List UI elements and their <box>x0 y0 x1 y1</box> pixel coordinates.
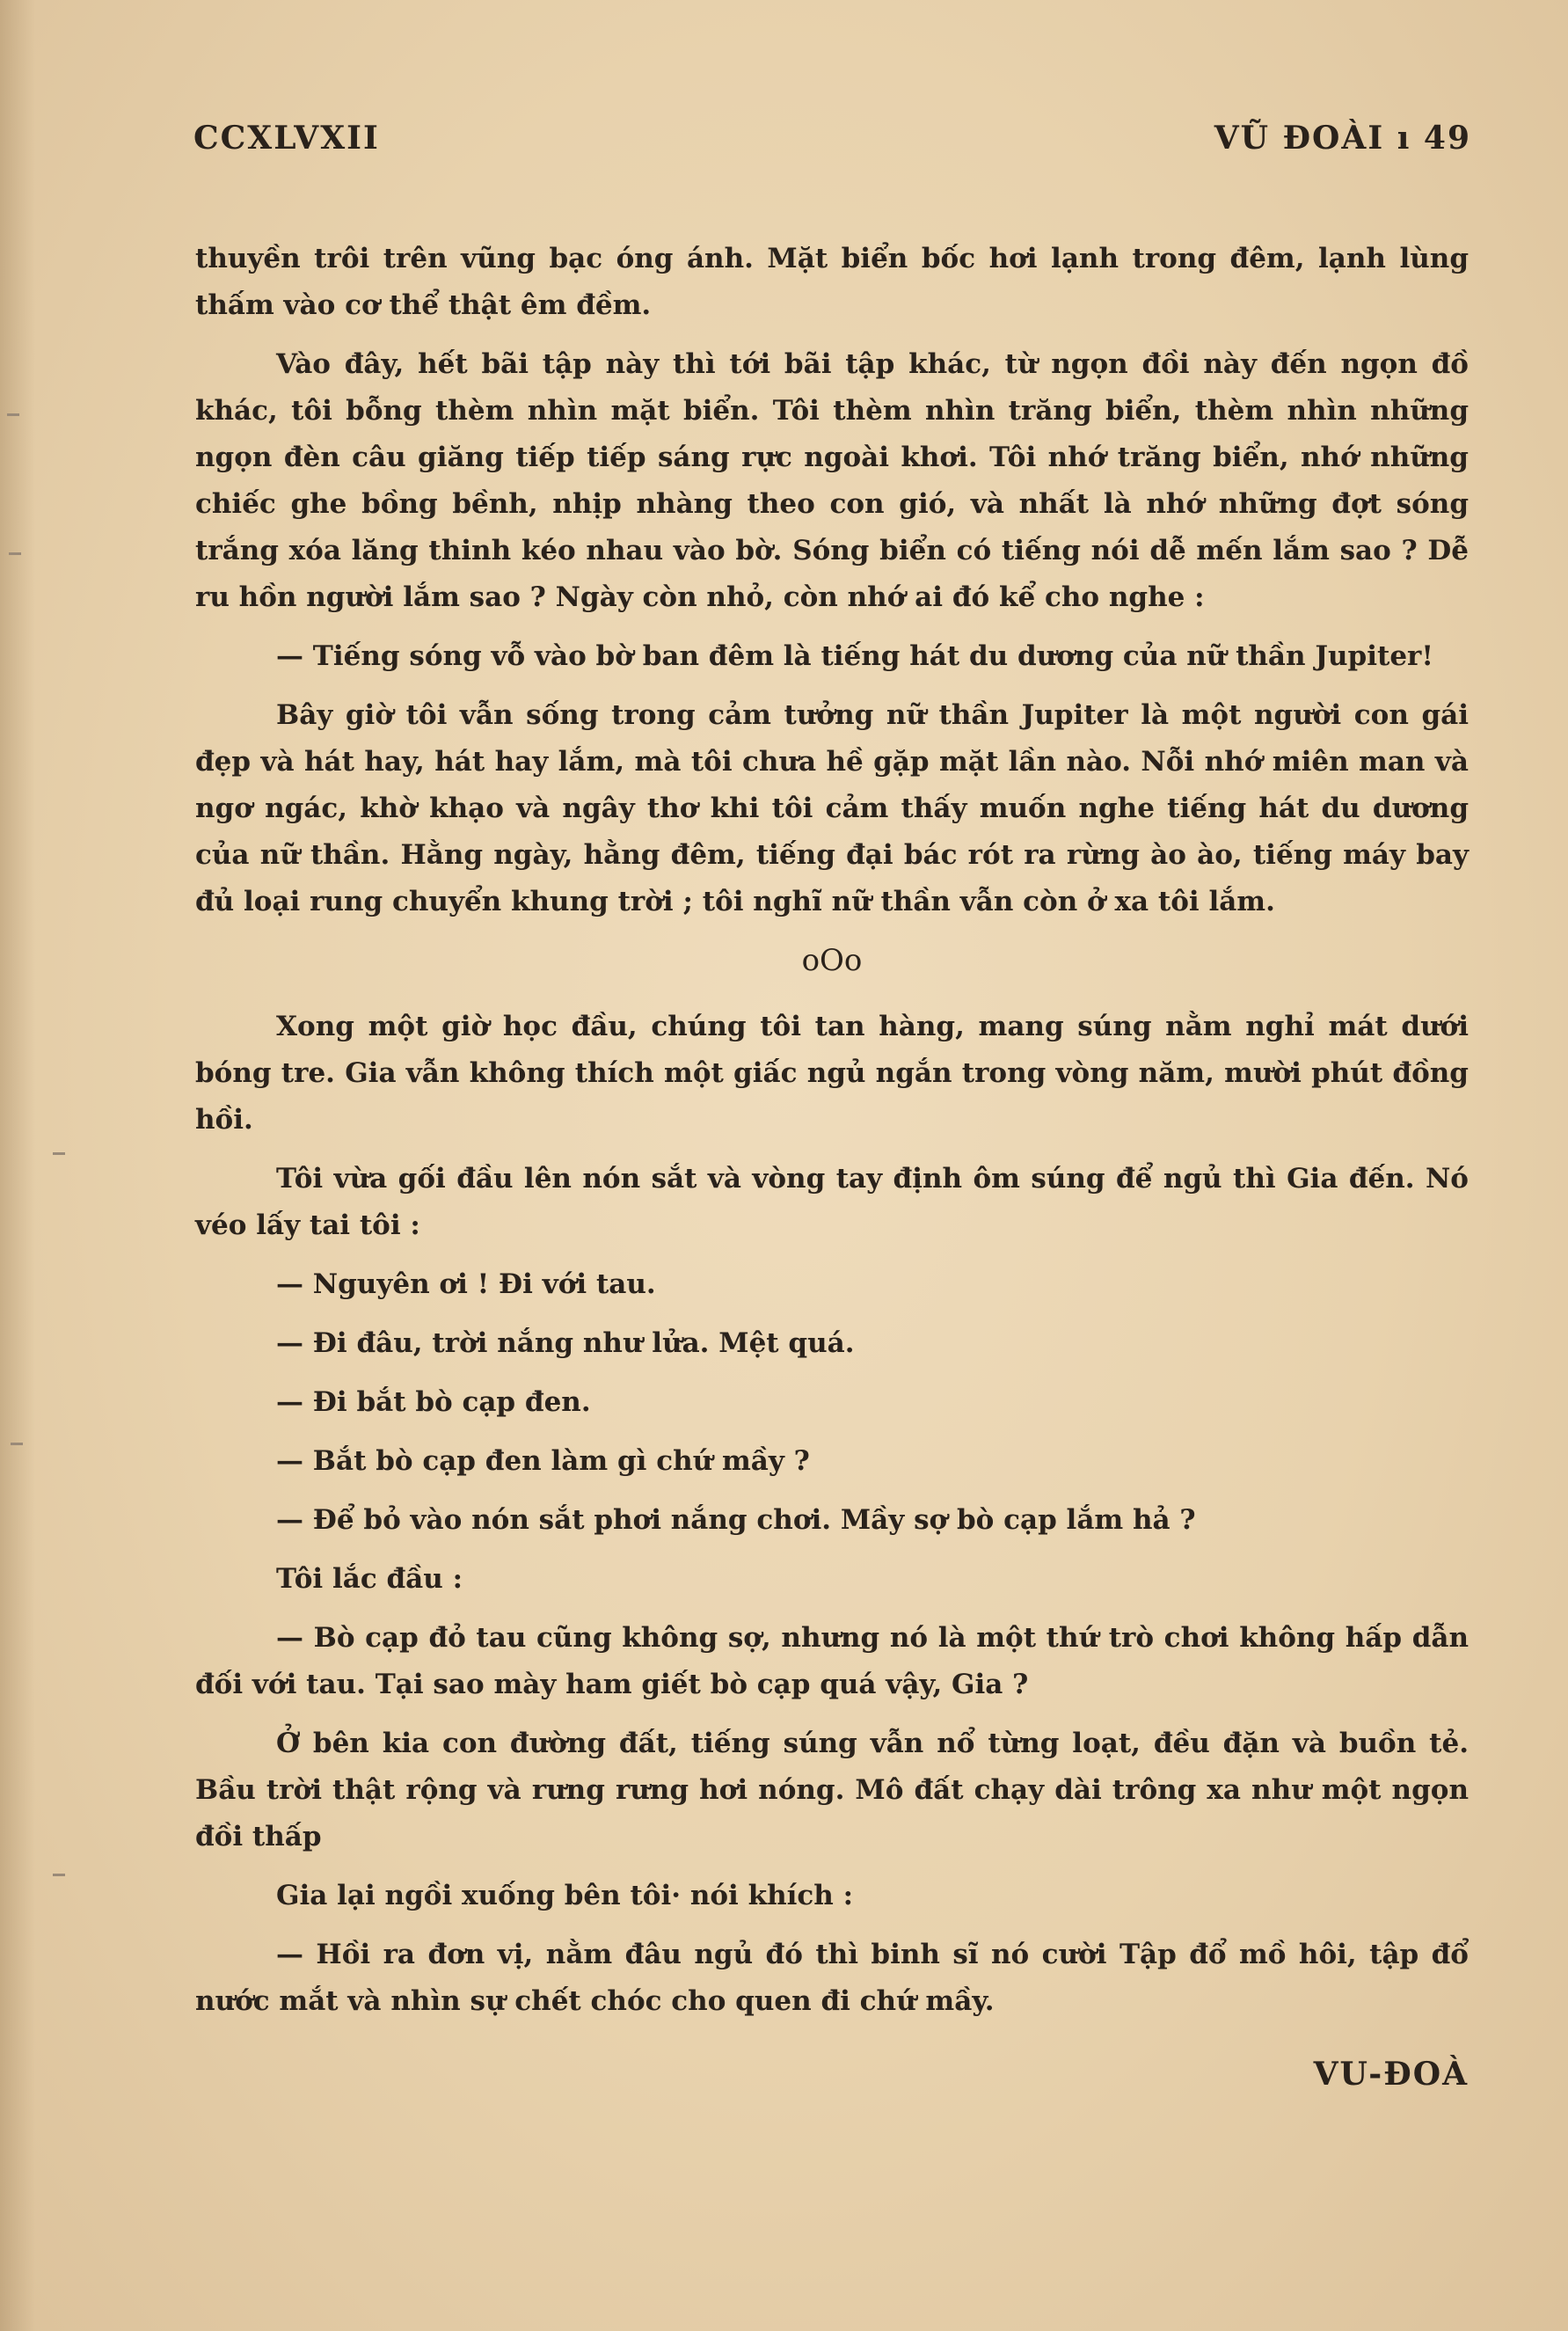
margin-mark <box>9 552 21 555</box>
paragraph: Tôi vừa gối đầu lên nón sắt và vòng tay định ôm súng để ngủ thì Gia đến. Nó véo lấy tai tôi : <box>195 1163 1469 1241</box>
margin-mark <box>7 413 19 416</box>
dialogue-line: Tôi lắc đầu : <box>276 1563 463 1595</box>
author-signature: VU-ĐOÀ <box>1313 2056 1469 2093</box>
margin-mark <box>53 1152 65 1155</box>
dialogue-line: — Tiếng sóng vỗ vào bờ ban đêm là tiếng hát du dương của nữ thần Jupiter! <box>276 640 1433 672</box>
page-edge-shadow <box>0 0 35 2331</box>
dialogue-line: — Đi đâu, trời nắng như lửa. Mệt quá. <box>276 1327 855 1359</box>
paragraph: Xong một giờ học đầu, chúng tôi tan hàng, mang súng nằm nghỉ mát dưới bóng tre. Gia vẫn không thích một giấc ngủ ngắn trong vòng năm, mười phút đồng hồi. <box>195 1011 1469 1136</box>
dialogue-line: — Bắt bò cạp đen làm gì chứ mầy ? <box>276 1445 810 1477</box>
page-header-title-and-number: VŨ ĐOÀI ı 49 <box>1214 120 1471 157</box>
paragraph: thuyền trôi trên vũng bạc óng ánh. Mặt biển bốc hơi lạnh trong đêm, lạnh lùng thấm vào cơ thể thật êm đềm. <box>195 243 1469 321</box>
dialogue-line: — Để bỏ vào nón sắt phơi nắng chơi. Mầy sợ bò cạp lắm hả ? <box>276 1504 1196 1536</box>
paragraph: Gia lại ngồi xuống bên tôi· nói khích : <box>276 1880 854 1911</box>
paragraph: Bây giờ tôi vẫn sống trong cảm tưởng nữ thần Jupiter là một người con gái đẹp và hát hay, hát hay lắm, mà tôi chưa hề gặp mặt lần nào. Nỗi nhớ miên man và ngơ ngác, khờ khạo và ngây thơ khi tôi cảm thấy muốn nghe tiếng hát du dương của nữ thần. Hằng ngày, hằng đêm, tiếng đại bác rót ra rừng ào ào, tiếng máy bay đủ loại rung chuyển khung trời ; tôi nghĩ nữ thần vẫn còn ở xa tôi lắm. <box>195 699 1469 917</box>
dialogue-line: — Nguyên ơi ! Đi với tau. <box>276 1268 656 1300</box>
dialogue-line: — Bò cạp đỏ tau cũng không sợ, nhưng nó là một thứ trò chơi không hấp dẫn đối với tau. Tại sao mày ham giết bò cạp quá vậy, Gia ? <box>195 1622 1469 1700</box>
section-separator: oOo <box>801 943 863 978</box>
paragraph: Ở bên kia con đường đất, tiếng súng vẫn nổ từng loạt, đều đặn và buồn tẻ. Bầu trời thật rộng và rưng rưng hơi nóng. Mô đất chạy dài trông xa như một ngọn đồi thấp <box>195 1728 1469 1852</box>
page-header-code: CCXLVXII <box>193 120 380 157</box>
article-body <box>195 236 1469 2110</box>
margin-mark <box>53 1874 65 1876</box>
page-header <box>193 120 1471 172</box>
dialogue-line: — Hồi ra đơn vị, nằm đâu ngủ đó thì binh sĩ nó cười Tập đổ mồ hôi, tập đổ nước mắt và nhìn sự chết chóc cho quen đi chứ mầy. <box>195 1939 1469 2017</box>
margin-mark <box>11 1443 23 1445</box>
dialogue-line: — Đi bắt bò cạp đen. <box>276 1386 591 1418</box>
paragraph: Vào đây, hết bãi tập này thì tới bãi tập khác, từ ngọn đồi này đến ngọn đồ khác, tôi bỗng thèm nhìn mặt biển. Tôi thèm nhìn trăng biển, thèm nhìn những ngọn đèn câu giăng tiếp tiếp sáng rực ngoài khơi. Tôi nhớ trăng biển, nhớ những chiếc ghe bồng bềnh, nhịp nhàng theo con gió, và nhất là nhớ những đợt sóng trắng xóa lăng thinh kéo nhau vào bờ. Sóng biển có tiếng nói dễ mến lắm sao ? Dễ ru hồn người lắm sao ? Ngày còn nhỏ, còn nhớ ai đó kể cho nghe : <box>195 348 1469 613</box>
